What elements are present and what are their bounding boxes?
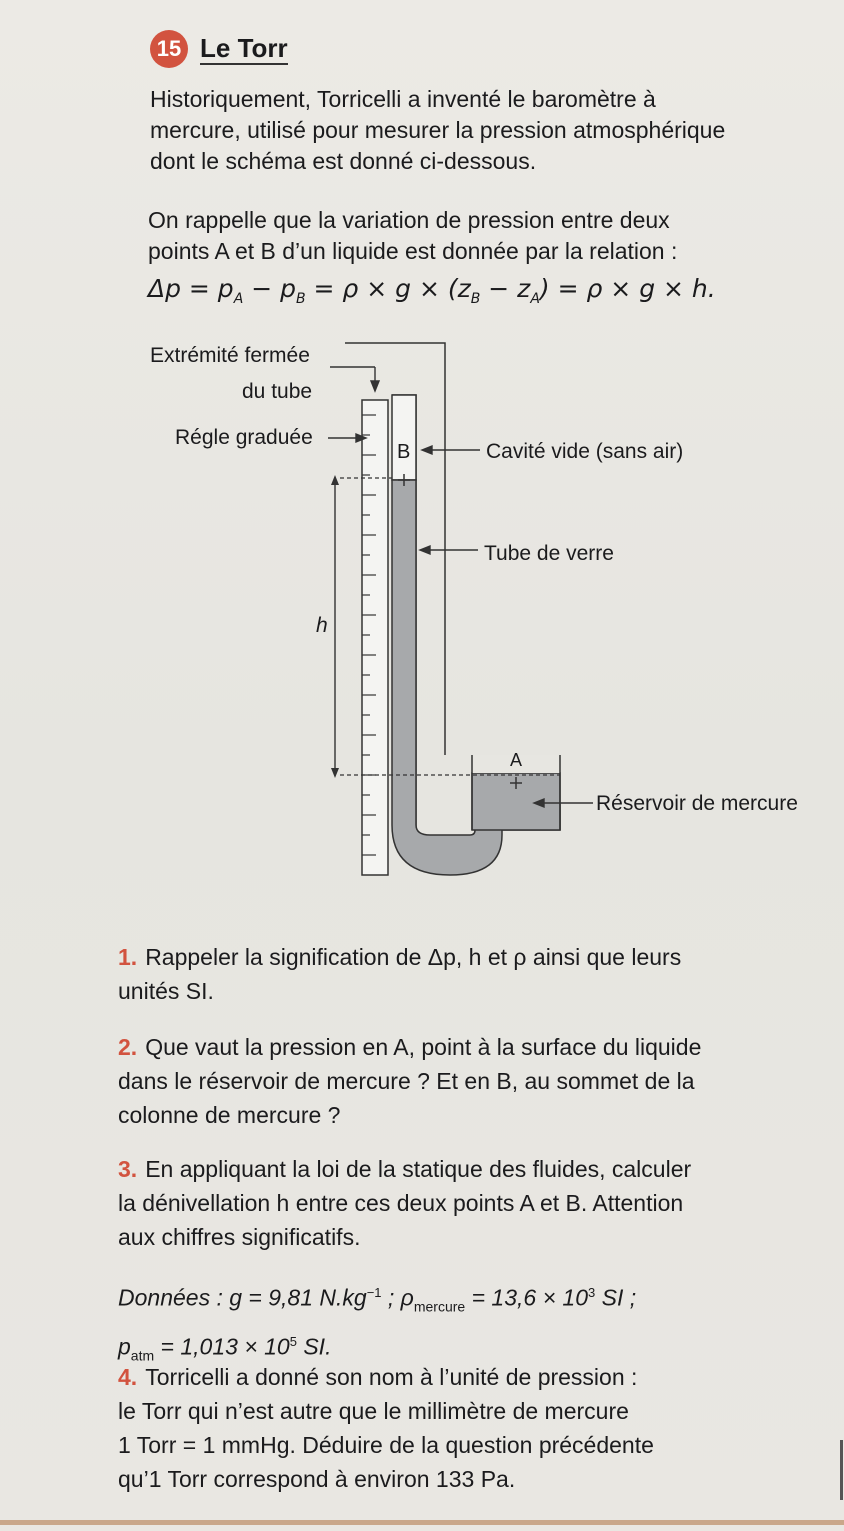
question-line: qu’1 Torr correspond à environ 133 Pa. — [118, 1466, 516, 1492]
question-line: Torricelli a donné son nom à l’unité de pression : — [145, 1364, 638, 1390]
question-number: 2. — [118, 1034, 138, 1060]
intro-line: On rappelle que la variation de pression entre deux — [148, 207, 670, 233]
question-1 — [118, 940, 808, 1008]
pressure-formula: $\Delta p = p_A - p_B = \rho \times g \times (z_B - z_A) = \rho \times g \times h$. — [148, 274, 716, 307]
question-line: Que vaut la pression en A, point à la surface du liquide — [145, 1034, 702, 1060]
label-b: B — [397, 441, 411, 463]
question-line: aux chiffres significatifs. — [118, 1224, 361, 1250]
question-line: le Torr qui n’est autre que le millimètre de mercure — [118, 1398, 629, 1424]
intro-paragraph-1 — [150, 84, 725, 177]
vacuum-cavity — [392, 395, 416, 480]
intro-line: mercure, utilisé pour mesurer la pression atmosphérique — [150, 117, 726, 143]
question-2 — [118, 1030, 808, 1132]
label-h: h — [316, 614, 328, 637]
question-4 — [118, 1360, 808, 1496]
label-glass-tube: Tube de verre — [484, 542, 614, 565]
label-vacuum: Cavité vide (sans air) — [486, 440, 684, 463]
graduated-ruler — [362, 400, 388, 875]
intro-line: Historiquement, Torricelli a inventé le baromètre à — [150, 86, 656, 112]
question-number: 3. — [118, 1156, 138, 1182]
label-reservoir: Réservoir de mercure — [596, 792, 798, 815]
page-edge-line — [840, 1440, 843, 1500]
exercise-header — [150, 30, 288, 68]
question-line: Rappeler la signification de Δp, h et ρ ainsi que leurs — [145, 944, 682, 970]
label-ruler: Régle graduée — [175, 426, 313, 449]
given-data: Données : g = 9,81 $N.kg^{-1}$ ; $\rho_{mercure} = 13,6 \times 10^3$ SI ; $p_{atm} = 1,013 \times 10^5$ SI. — [118, 1284, 637, 1364]
bottom-rule — [0, 1520, 844, 1525]
intro-paragraph-2 — [148, 205, 677, 267]
question-line: la dénivellation h entre ces deux points A et B. Attention — [118, 1190, 684, 1216]
question-line: colonne de mercure ? — [118, 1102, 341, 1128]
question-number: 4. — [118, 1364, 138, 1390]
question-line: unités SI. — [118, 978, 214, 1004]
intro-line: points A et B d’un liquide est donnée par la relation : — [148, 238, 678, 264]
exercise-number-badge: 15 — [150, 30, 188, 68]
intro-line: dont le schéma est donné ci-dessous. — [150, 148, 537, 174]
question-line: En appliquant la loi de la statique des fluides, calculer — [145, 1156, 692, 1182]
label-closed-end-line2: du tube — [242, 380, 313, 403]
label-closed-end-line1: Extrémité fermée — [150, 344, 310, 367]
question-3 — [118, 1152, 808, 1254]
question-line: 1 Torr = 1 mmHg. Déduire de la question précédente — [118, 1432, 654, 1458]
barometer-diagram — [130, 335, 830, 900]
label-a: A — [510, 750, 523, 770]
question-line: dans le réservoir de mercure ? Et en B, au sommet de la — [118, 1068, 695, 1094]
question-number: 1. — [118, 944, 138, 970]
exercise-title: Le Torr — [200, 33, 288, 63]
